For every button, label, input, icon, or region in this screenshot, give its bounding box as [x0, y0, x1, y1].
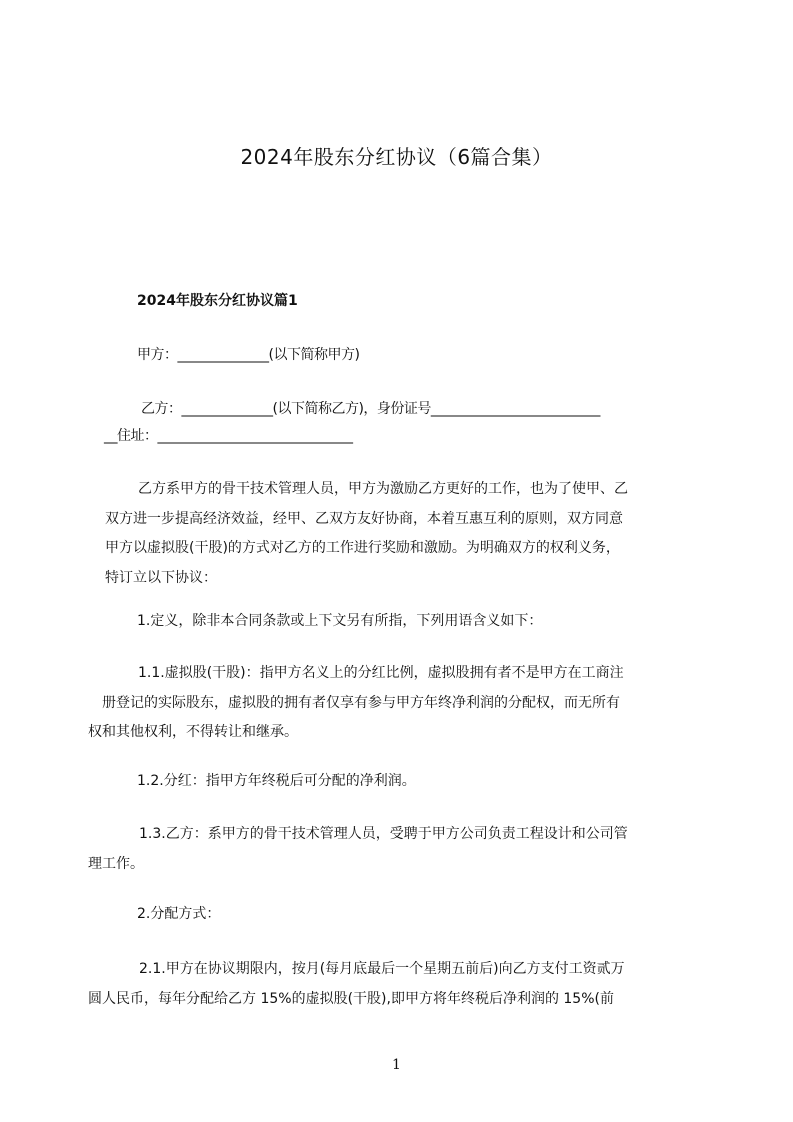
clause-line: 1.1.虚拟股(干股)：指甲方名义上的分红比例，虚拟股拥有者不是甲方在工商注 [138, 665, 624, 681]
intro-paragraph [88, 475, 708, 593]
document-title: 2024年股东分红协议（6篇合集） [240, 145, 553, 169]
clause-line: 理工作。 [88, 855, 144, 872]
clause-2-1 [88, 955, 708, 1014]
section-heading: 2024年股东分红协议篇1 [137, 293, 298, 309]
intro-line: 双方进一步提高经济效益，经甲、乙双方友好协商，本着互惠互利的原则，双方同意 [105, 510, 623, 527]
party-b-line: 乙方：______________(以下简称乙方)，身份证号__________________________ [141, 401, 600, 417]
intro-line: 乙方系甲方的骨干技术管理人员，甲方为激励乙方更好的工作，也为了使甲、乙 [138, 481, 628, 497]
clause-line: 圆人民币，每年分配给乙方 15%的虚拟股(干股),即甲方将年终税后净利润的 15%(前 [88, 990, 614, 1007]
clause-2: 2.分配方式： [137, 906, 221, 922]
page-number: 1 [392, 1057, 401, 1073]
clause-1-3 [88, 820, 708, 879]
clause-1-2: 1.2.分红：指甲方年终税后可分配的净利润。 [137, 773, 416, 789]
clause-line: 权和其他权利，不得转让和继承。 [88, 724, 298, 740]
party-a-line: 甲方：______________(以下简称甲方) [137, 347, 360, 363]
clause-line: 2.1.甲方在协议期限内，按月(每月底最后一个星期五前后)向乙方支付工资贰万 [139, 961, 625, 977]
party-b-address-line: __住址：______________________________ [104, 428, 353, 444]
clause-line: 1.3.乙方：系甲方的骨干技术管理人员，受聘于甲方公司负责工程设计和公司管 [139, 826, 628, 842]
clause-1: 1.定义，除非本合同条款或上下文另有所指，下列用语含义如下： [137, 613, 543, 629]
clause-1-1 [88, 659, 708, 748]
intro-line: 特订立以下协议： [105, 569, 217, 586]
intro-line: 甲方以虚拟股(干股)的方式对乙方的工作进行奖励和激励。为明确双方的权利义务， [105, 540, 620, 556]
clause-line: 册登记的实际股东，虚拟股的拥有者仅享有参与甲方年终净利润的分配权，而无所有 [102, 694, 620, 711]
